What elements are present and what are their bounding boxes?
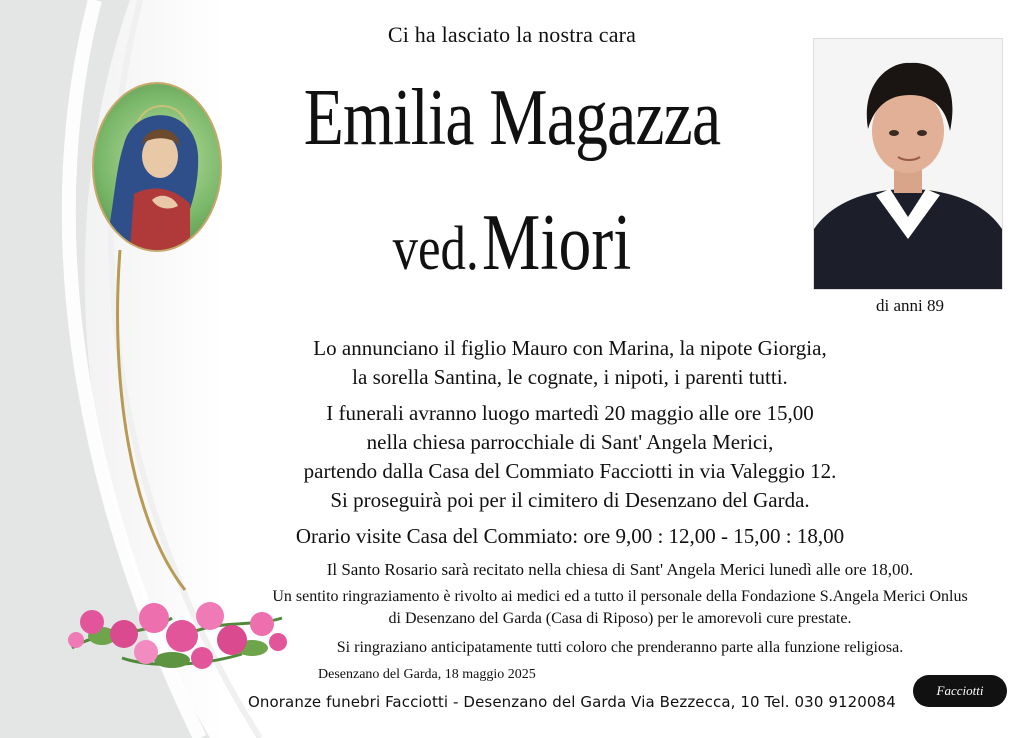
side-print-mark [2, 520, 12, 710]
married-surname: Miori [481, 199, 632, 287]
funeral-details [220, 399, 920, 515]
married-name-line [338, 198, 686, 289]
announcement-text [220, 334, 920, 392]
thanks-text [240, 586, 1000, 630]
thanks-advance: Si ringraziano anticipatamente tutti coloro che prenderanno parte alla funzione religiosa. [336, 639, 904, 656]
madonna-icon [92, 82, 222, 252]
funeral-line: I funerali avranno luogo martedì 20 maggio alle ore 15,00 [326, 401, 814, 425]
portrait-photo [813, 38, 1003, 290]
announcement-line: la sorella Santina, le cognate, i nipoti, i parenti tutti. [352, 365, 788, 389]
age-label: di anni 89 [876, 296, 944, 315]
thanks-line: Un sentito ringraziamento è rivolto ai medici ed a tutto il personale della Fondazione S.Angela Merici Onlus [272, 588, 968, 605]
funeral-line: partendo dalla Casa del Commiato Facciotti in via Valeggio 12. [303, 459, 837, 483]
funeral-line: nella chiesa parrocchiale di Sant' Angela Merici, [366, 430, 774, 454]
logo-text: Facciotti [936, 683, 984, 698]
funeral-home-footer: Onoranze funebri Facciotti - Desenzano del Garda Via Bezzecca, 10 Tel. 030 9120084 [248, 693, 896, 711]
place-date: Desenzano del Garda, 18 maggio 2025 [318, 667, 536, 682]
intro-text: Ci ha lasciato la nostra cara [387, 22, 637, 47]
ved-prefix: ved. [392, 215, 479, 283]
facciotti-logo [913, 675, 1007, 707]
visit-hours: Orario visite Casa del Commiato: ore 9,00 : 12,00 - 15,00 : 18,00 [295, 524, 845, 548]
rosary-notice: Il Santo Rosario sarà recitato nella chiesa di Sant' Angela Merici lunedì alle ore 18,00. [326, 560, 914, 579]
funeral-line: Si proseguirà poi per il cimitero di Desenzano del Garda. [330, 488, 810, 512]
thanks-line: di Desenzano del Garda (Casa di Riposo) per le amorevoli cure prestate. [388, 610, 852, 627]
deceased-name: Emilia Magazza [303, 74, 721, 162]
announcement-line: Lo annunciano il figlio Mauro con Marina, la nipote Giorgia, [313, 336, 827, 360]
